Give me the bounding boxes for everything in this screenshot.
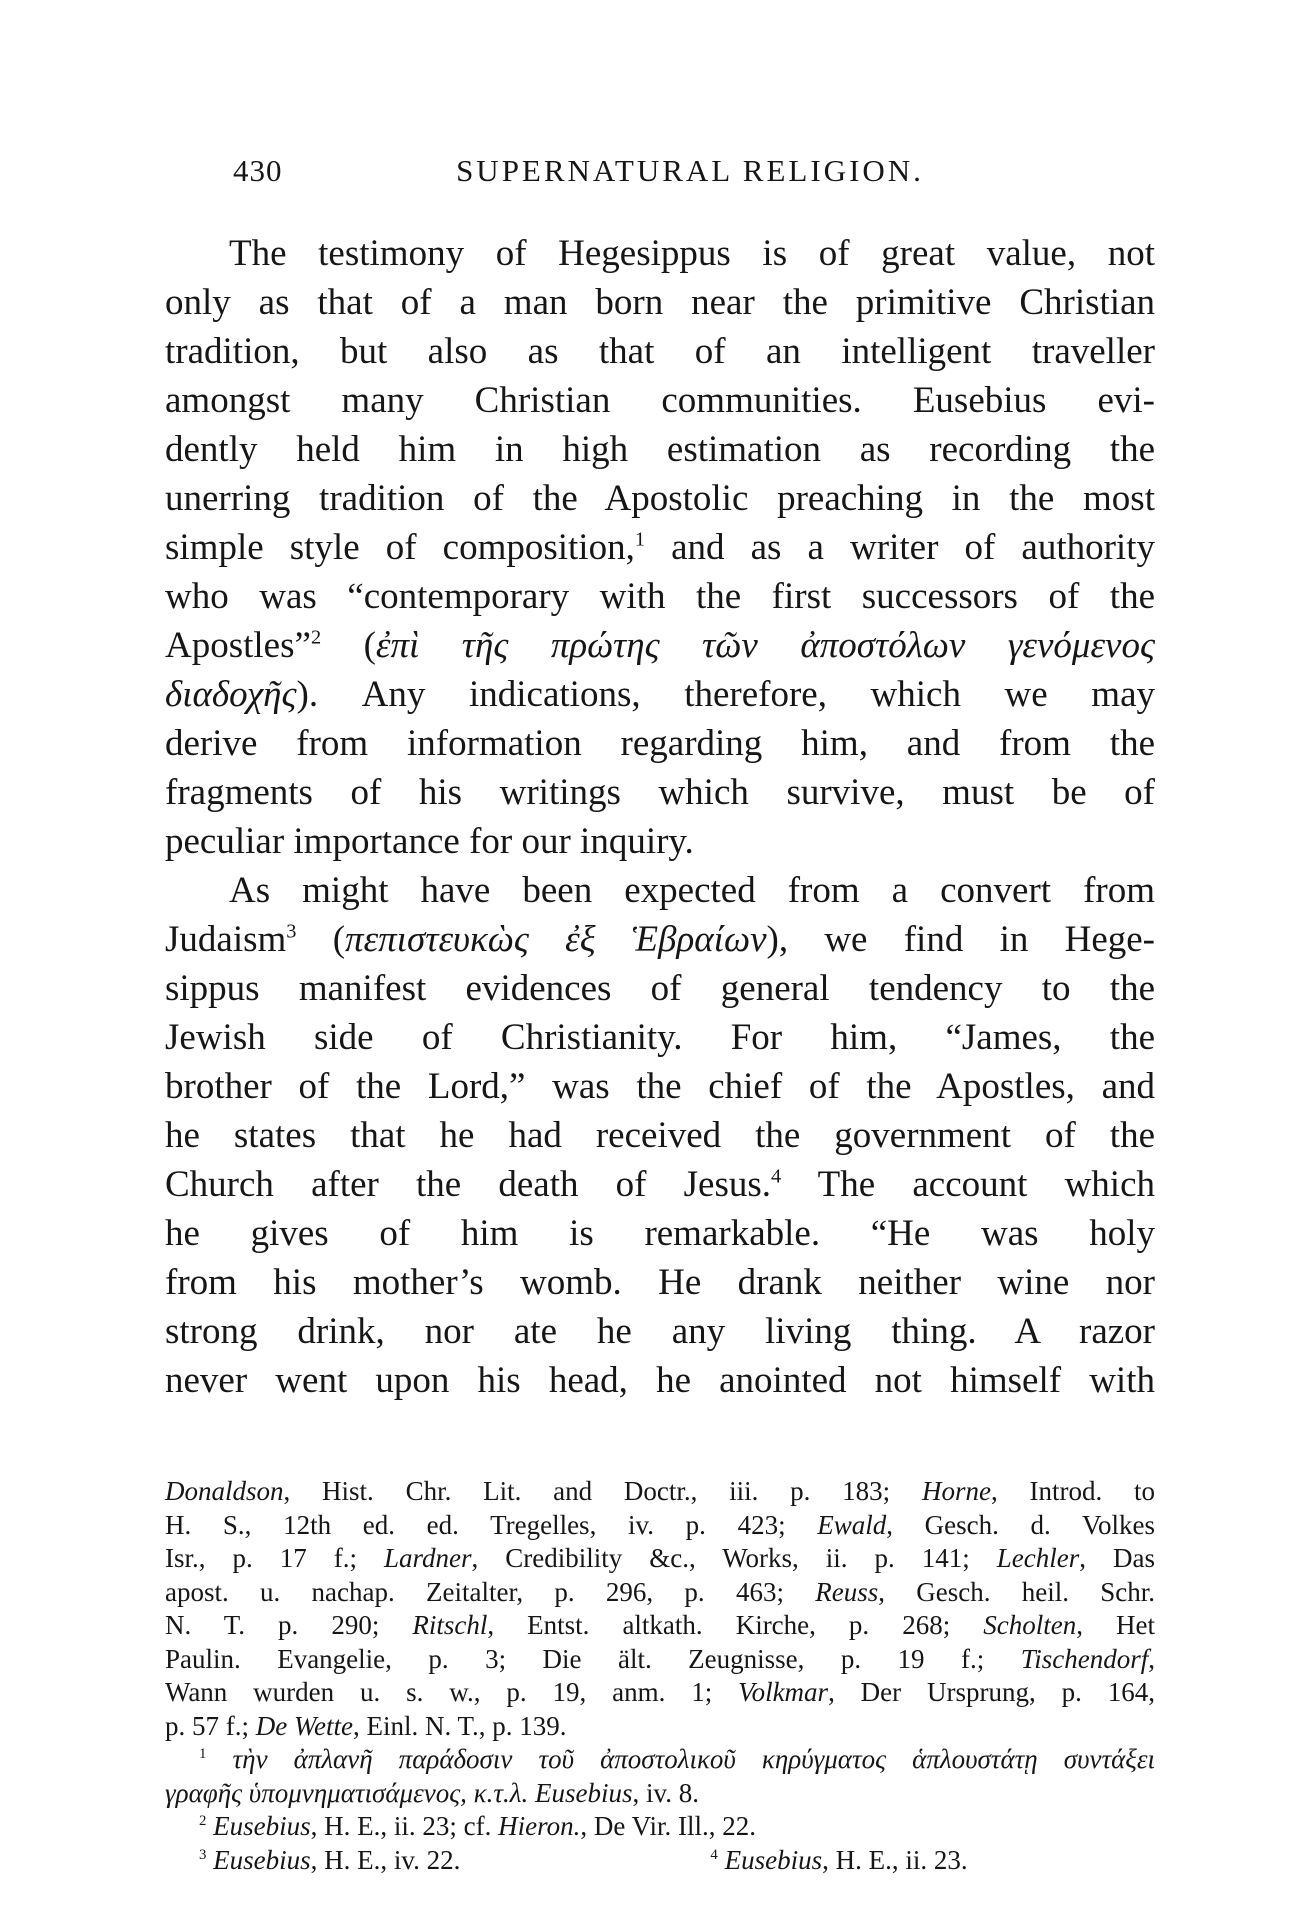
text-line — [165, 1609, 1155, 1643]
footnote-marker: 3 — [286, 920, 297, 943]
text-segment: simple style of composition, — [165, 527, 635, 568]
text-segment: , iv. 8. — [632, 1777, 699, 1808]
text-segment: As might have been expected from a convert from — [229, 870, 1155, 911]
text-segment: he gives of him is remarkable. “He was holy — [165, 1213, 1155, 1254]
text-line — [165, 719, 1155, 768]
italic-text: Lechler — [996, 1543, 1080, 1573]
text-segment: , Entst. altkath. Kirche, p. 268; — [487, 1610, 984, 1640]
text-segment — [206, 1744, 232, 1774]
text-segment: , Das — [1079, 1543, 1155, 1573]
text-line — [165, 278, 1155, 327]
italic-text: Scholten — [983, 1610, 1077, 1640]
text-line — [165, 1475, 1155, 1509]
text-segment: , Gesch. heil. Schr. — [878, 1576, 1155, 1607]
text-segment: from his mother’s womb. He drank neither wine nor — [165, 1262, 1155, 1303]
italic-text: Eusebius — [213, 1811, 311, 1841]
text-segment: , Gesch. d. Volkes — [886, 1509, 1155, 1540]
footnote-column-gap — [460, 1868, 710, 1869]
greek-text: διαδοχῆς — [165, 674, 297, 715]
text-line — [165, 1743, 1155, 1777]
text-segment — [528, 1778, 535, 1808]
text-line — [165, 670, 1155, 719]
footnotes-3-and-4 — [165, 1844, 1155, 1878]
text-segment: Apostles” — [165, 625, 311, 666]
paragraph-2 — [165, 866, 1155, 1405]
running-title: SUPERNATURAL RELIGION. — [456, 153, 924, 188]
text-segment: ( — [296, 919, 346, 960]
text-segment: amongst many Christian communities. Eusebius evi- — [165, 380, 1155, 421]
greek-text: γραφῆς ὑπομνηματισάμενος, κ.τ.λ. — [165, 1777, 529, 1808]
running-header — [165, 150, 1155, 192]
text-segment: , Hist. Chr. Lit. and Doctr., iii. p. 183; — [283, 1476, 922, 1506]
text-line — [165, 1356, 1155, 1405]
greek-text: τὴν ἀπλανῆ παράδοσιν τοῦ ἀποστολικοῦ κηρύγματος ἁπλουστάτῃ συντάξει — [232, 1744, 1155, 1774]
footnote-marker: 3 — [199, 1846, 207, 1863]
text-line — [165, 474, 1155, 523]
text-segment: sippus manifest evidences of general tendency to the — [165, 968, 1155, 1009]
text-segment: ). Any indications, therefore, which we may — [296, 674, 1155, 715]
text-segment: , — [1148, 1643, 1155, 1674]
text-segment: , Einl. N. T., p. 139. — [352, 1710, 567, 1741]
text-segment: , Introd. to — [990, 1476, 1155, 1506]
italic-text: Donaldson — [165, 1476, 284, 1506]
text-segment: derive from information regarding him, and from the — [165, 723, 1155, 764]
text-segment: who was “contemporary with the first successors of the — [165, 576, 1155, 617]
text-line — [165, 376, 1155, 425]
text-segment: , Credibility &c., Works, ii. p. 141; — [471, 1543, 997, 1573]
text-line — [165, 523, 1155, 572]
text-line — [165, 1013, 1155, 1062]
italic-text: Ewald — [817, 1509, 887, 1540]
italic-text: Tischendorf — [1020, 1643, 1149, 1674]
text-line — [165, 1643, 1155, 1677]
text-line — [165, 1509, 1155, 1543]
text-segment: , H. E., ii. 23; cf. — [310, 1811, 499, 1841]
paragraph-1 — [165, 229, 1155, 866]
text-segment: Judaism — [165, 919, 287, 960]
text-line — [165, 229, 1155, 278]
footnote-marker: 4 — [710, 1846, 718, 1863]
text-segment: Paulin. Evangelie, p. 3; Die ält. Zeugnisse, p. 19 f.; — [165, 1643, 1021, 1674]
text-segment: The testimony of Hegesippus is of great value, not — [229, 233, 1155, 274]
text-segment: p. 57 f.; — [165, 1710, 256, 1741]
text-segment: Church after the death of Jesus. — [165, 1164, 772, 1205]
text-segment: H. S., 12th ed. ed. Tregelles, iv. p. 423; — [165, 1509, 818, 1540]
text-line — [165, 1209, 1155, 1258]
italic-text: Horne — [921, 1476, 991, 1506]
greek-text: πεπιστευκὼς ἐξ Ἑβραίων — [345, 919, 767, 960]
text-line — [165, 1576, 1155, 1610]
footnote-marker: 4 — [771, 1165, 782, 1188]
text-line — [165, 425, 1155, 474]
text-segment: never went upon his head, he anointed not himself with — [165, 1360, 1155, 1401]
text-segment: , H. E., iv. 22. — [310, 1844, 461, 1875]
main-text — [165, 229, 1155, 1405]
italic-text: De Wette — [255, 1710, 353, 1741]
text-segment: peculiar importance for our inquiry. — [165, 821, 694, 862]
text-segment: he states that he had received the government of the — [165, 1115, 1155, 1156]
text-segment: ( — [321, 625, 376, 666]
text-segment: , Der Ursprung, p. 164, — [828, 1677, 1155, 1707]
text-segment: ), we find in Hege- — [766, 919, 1155, 960]
italic-text: Hieron. — [498, 1811, 581, 1841]
text-line — [165, 621, 1155, 670]
footnote-marker: 2 — [199, 1813, 207, 1829]
text-line — [165, 1062, 1155, 1111]
page-number: 430 — [233, 153, 283, 188]
footnotes — [165, 1475, 1155, 1877]
text-line — [165, 572, 1155, 621]
text-segment: The account which — [781, 1164, 1155, 1205]
text-line — [165, 1710, 1155, 1744]
text-segment: , H. E., ii. 23. — [822, 1844, 968, 1875]
footnote-2 — [165, 1810, 1155, 1844]
text-line — [165, 1844, 1155, 1878]
text-line — [165, 1542, 1155, 1576]
text-line — [165, 1258, 1155, 1307]
text-line — [165, 327, 1155, 376]
text-segment: , Het — [1076, 1610, 1155, 1640]
text-segment — [718, 1845, 725, 1875]
italic-text: Lardner — [383, 1543, 472, 1573]
text-segment: only as that of a man born near the primitive Christian — [165, 282, 1155, 323]
text-segment: Jewish side of Christianity. For him, “James, the — [165, 1017, 1155, 1058]
text-line — [165, 866, 1155, 915]
italic-text: Eusebius — [213, 1844, 311, 1875]
text-segment: , De Vir. Ill., 22. — [580, 1811, 757, 1841]
text-line — [165, 817, 1155, 866]
footnote-1 — [165, 1743, 1155, 1810]
text-segment: Wann wurden u. s. w., p. 19, anm. 1; — [165, 1677, 739, 1707]
text-segment: dently held him in high estimation as recording the — [165, 429, 1155, 470]
footnote-marker: 2 — [310, 626, 322, 649]
text-segment: strong drink, nor ate he any living thing. A razor — [165, 1311, 1155, 1352]
greek-text: ἐπὶ τῆς πρώτης τῶν ἀποστόλων γενόμενος — [375, 625, 1155, 666]
text-line — [165, 915, 1155, 964]
text-line — [165, 1160, 1155, 1209]
footnote-continuation — [165, 1475, 1155, 1743]
italic-text: Eusebius — [534, 1777, 633, 1808]
footnote-marker: 1 — [199, 1746, 207, 1762]
text-segment: unerring tradition of the Apostolic preaching in the most — [165, 478, 1155, 519]
italic-text: Volkmar — [738, 1677, 829, 1707]
text-segment: fragments of his writings which survive, must be of — [165, 772, 1155, 813]
page-content — [165, 150, 1155, 1877]
text-segment: and as a writer of authority — [645, 527, 1155, 568]
italic-text: Eusebius — [724, 1844, 823, 1875]
text-line — [165, 1810, 1155, 1844]
italic-text: Ritschl — [412, 1610, 488, 1640]
text-line — [165, 1111, 1155, 1160]
text-segment: apost. u. nachap. Zeitalter, p. 296, p. 463; — [165, 1576, 816, 1607]
text-line — [165, 964, 1155, 1013]
italic-text: Reuss — [815, 1576, 879, 1607]
text-line — [165, 768, 1155, 817]
text-segment: brother of the Lord,” was the chief of the Apostles, and — [165, 1066, 1155, 1107]
text-segment: Isr., p. 17 f.; — [165, 1543, 384, 1573]
text-line — [165, 1777, 1155, 1811]
text-line — [165, 1307, 1155, 1356]
text-segment: N. T. p. 290; — [165, 1610, 413, 1640]
footnote-marker: 1 — [634, 528, 646, 551]
text-line — [165, 1676, 1155, 1710]
text-segment: tradition, but also as that of an intelligent traveller — [165, 331, 1155, 372]
